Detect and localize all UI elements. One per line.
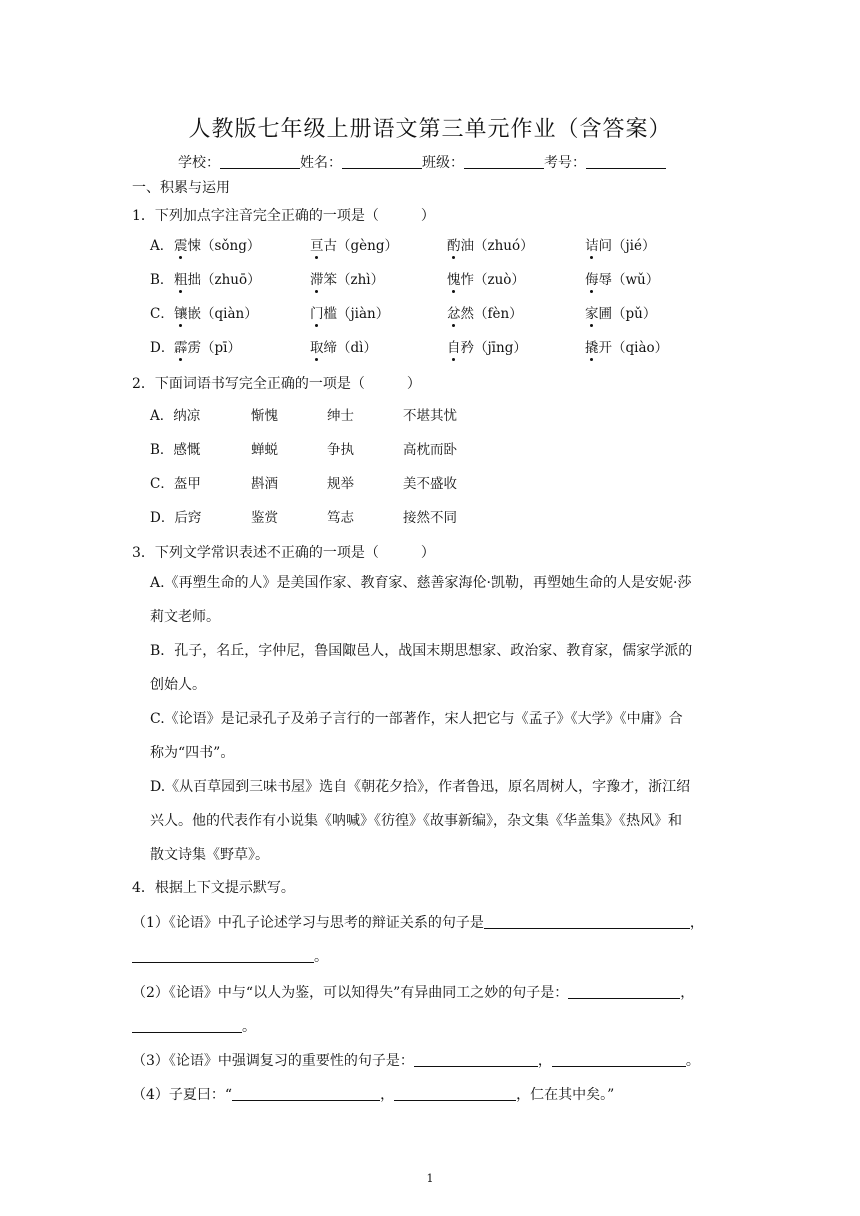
- q3-stem: 3．下列文学常识表述不正确的一项是（ ）: [132, 545, 435, 561]
- q2-option-a-word: 惭愧: [251, 408, 278, 424]
- name-label: 姓名：: [300, 155, 342, 171]
- q1-option-b-item: 侮辱（wǔ）: [585, 272, 660, 288]
- exam-no-label: 考号：: [544, 155, 586, 171]
- page-number: 1: [426, 1172, 434, 1185]
- exam-no-blank: [586, 154, 666, 169]
- q1-option-d-item: 取缔（dì）: [310, 340, 377, 356]
- q4-stem: 4．根据上下文提示默写。: [132, 880, 295, 896]
- q4-item-3-blank-a[interactable]: [414, 1052, 538, 1067]
- q2-stem: 2．下面词语书写完全正确的一项是（ ）: [132, 376, 421, 392]
- q3-option-a-line1: A.《再塑生命的人》是美国作家、教育家、慈善家海伦·凯勒，再塑她生命的人是安妮·莎: [150, 575, 692, 591]
- q4-item-1-cont: [132, 946, 328, 966]
- q2-option-c-word: 斟酒: [251, 476, 278, 492]
- q1-option-c-item: 镶嵌（qiàn）: [174, 306, 258, 322]
- q3-option-d-line2: 兴人。他的代表作有小说集《呐喊》《彷徨》《故事新编》，杂文集《华盖集》《热风》和: [150, 813, 682, 829]
- q3-option-d-line3: 散文诗集《野草》。: [150, 847, 269, 863]
- q1-option-d-label: D．: [150, 340, 175, 356]
- q4-item-1-comma: ，: [689, 915, 704, 931]
- q3-option-c-line1: C.《论语》是记录孔子及弟子言行的一部著作，宋人把它与《孟子》《大学》《中庸》合: [150, 711, 683, 727]
- q3-option-a-line2: 莉文老师。: [150, 609, 220, 625]
- section-heading: 一、积累与运用: [132, 180, 230, 196]
- q4-item-4-end: ，仁在其中矣。”: [516, 1087, 615, 1103]
- q1-option-c-label: C．: [150, 306, 174, 322]
- q3-option-a: [150, 566, 730, 634]
- q4-item-1-text: （1）《论语》中孔子论述学习与思考的辩证关系的句子是: [132, 915, 484, 931]
- q4-item-1: [132, 912, 704, 932]
- q3-option-c-line2: 称为“四书”。: [150, 745, 235, 761]
- q3-option-d-line1: D.《从百草园到三味书屋》选自《朝花夕拾》，作者鲁迅，原名周树人，字豫才，浙江绍: [150, 779, 691, 795]
- school-blank: [220, 154, 300, 169]
- q4-item-3: [132, 1050, 700, 1070]
- q4-item-3-blank-b[interactable]: [552, 1052, 686, 1067]
- q1-option-a-item: 震悚（sǒng）: [174, 238, 261, 254]
- q2-option-d-word: 接然不同: [403, 510, 457, 526]
- q4-item-2-cont: [132, 1016, 256, 1036]
- q3-option-b-line1: B．孔子，名丘，字仲尼，鲁国陬邑人，战国末期思想家、政治家、教育家，儒家学派的: [150, 643, 693, 659]
- q2-option-c-word: 规举: [327, 476, 354, 492]
- q1-option-a-item: 酌油（zhuó）: [447, 238, 534, 254]
- q1-option-d-item: 自矜（jīng）: [447, 340, 527, 356]
- q4-item-2: [132, 982, 694, 1002]
- q2-option-b-word: 蝉蜕: [251, 442, 278, 458]
- q1-option-d-item: 霹雳（pī）: [174, 340, 241, 356]
- q2-option-d-word: 笃志: [327, 510, 354, 526]
- q4-item-4-text: （4）子夏曰：“: [132, 1087, 233, 1103]
- q4-item-4: [132, 1084, 614, 1104]
- q1-option-c-item: 门槛（jiàn）: [310, 306, 390, 322]
- q1-option-a-item: 诘问（jié）: [585, 238, 656, 254]
- class-blank: [464, 154, 544, 169]
- q2-option-d-word: 鉴赏: [251, 510, 278, 526]
- q3-option-b-line2: 创始人。: [150, 677, 206, 693]
- q2-option-c-word: 美不盛收: [403, 476, 457, 492]
- q4-item-3-period: 。: [685, 1053, 700, 1069]
- school-label: 学校：: [178, 155, 220, 171]
- q4-item-2-period: 。: [242, 1019, 256, 1035]
- q2-option-c-word: C．盔甲: [150, 476, 201, 492]
- q3-option-b: [150, 634, 730, 702]
- q2-option-a-word: 绅士: [327, 408, 354, 424]
- q1-option-c-item: 忿然（fèn）: [447, 306, 523, 322]
- q1-option-c-item: 家圃（pǔ）: [585, 306, 657, 322]
- q2-option-a-word: A．纳凉: [150, 408, 201, 424]
- class-label: 班级：: [422, 155, 464, 171]
- q1-option-a-label: A．: [150, 238, 174, 254]
- q1-option-b-item: 滞笨（zhì）: [310, 272, 385, 288]
- q4-item-2-blank-a[interactable]: [568, 984, 680, 999]
- q4-item-1-blank-a[interactable]: [484, 914, 690, 929]
- q1-option-a-item: 亘古（gèng）: [310, 238, 398, 254]
- q4-item-4-comma: ，: [380, 1087, 395, 1103]
- q4-item-1-blank-b[interactable]: [132, 948, 314, 963]
- student-info-line: [178, 152, 666, 172]
- page-title: 人教版七年级上册语文第三单元作业（含答案）: [188, 117, 672, 142]
- q2-option-b-word: B．感慨: [150, 442, 201, 458]
- q2-option-b-word: 争执: [327, 442, 354, 458]
- q2-option-d-word: D．后窍: [150, 510, 202, 526]
- q4-item-3-comma: ，: [537, 1053, 552, 1069]
- q1-option-b-item: 粗拙（zhuō）: [174, 272, 261, 288]
- q4-item-4-blank-a[interactable]: [232, 1086, 380, 1101]
- q4-item-1-period: 。: [314, 949, 328, 965]
- q3-option-d: [150, 770, 730, 872]
- q4-item-2-text: （2）《论语》中与“以人为鉴，可以知得失”有异曲同工之妙的句子是：: [132, 985, 569, 1001]
- name-blank: [342, 154, 422, 169]
- q1-option-b-item: 愧怍（zuò）: [447, 272, 525, 288]
- q3-option-c: [150, 702, 730, 770]
- q2-option-b-word: 高枕而卧: [403, 442, 457, 458]
- q1-option-b-label: B．: [150, 272, 174, 288]
- q4-item-3-text: （3）《论语》中强调复习的重要性的句子是：: [132, 1053, 414, 1069]
- q4-item-2-blank-b[interactable]: [132, 1018, 242, 1033]
- q4-item-2-comma: ，: [680, 985, 695, 1001]
- q4-item-4-blank-b[interactable]: [394, 1086, 516, 1101]
- q1-option-d-item: 撬开（qiào）: [585, 340, 669, 356]
- q2-option-a-word: 不堪其忧: [403, 408, 457, 424]
- q1-stem: 1．下列加点字注音完全正确的一项是（ ）: [132, 208, 435, 224]
